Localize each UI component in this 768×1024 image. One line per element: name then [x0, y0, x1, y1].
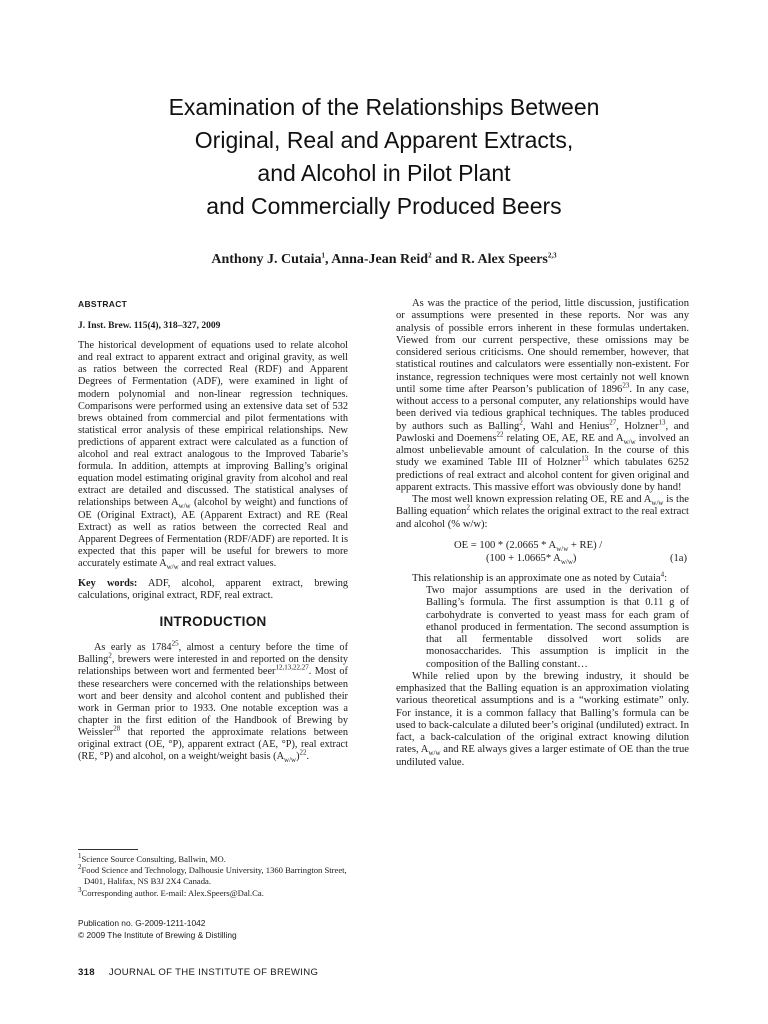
abstract-heading: ABSTRACT: [78, 299, 128, 309]
body-text: which relates the original extract to the real extract and alcohol (% w/w):: [396, 506, 690, 530]
author-name: Anna-Jean Reid: [331, 252, 429, 267]
equation-text: OE = 100 * (2.0665 * A: [454, 539, 557, 551]
equation-line: [454, 539, 602, 552]
author-separator: ,: [324, 252, 332, 267]
page-footer: [78, 967, 318, 978]
title-line: Examination of the Relationships Between: [168, 94, 600, 120]
publication-info: [78, 917, 237, 941]
title-line: and Commercially Produced Beers: [206, 193, 562, 219]
body-text: :: [664, 572, 668, 584]
body-text: The most well known expression relating OE, RE and A: [412, 494, 652, 505]
equation-text: + RE) /: [568, 539, 603, 551]
introduction-heading: INTRODUCTION: [159, 614, 267, 630]
body-text: , Wahl and Henius: [522, 420, 610, 432]
equation-text: ): [572, 552, 577, 564]
author-name: Anthony J. Cutaia: [211, 252, 322, 267]
keywords: [78, 578, 348, 602]
reference-marker: 2: [108, 651, 112, 660]
subscript: w/w: [178, 502, 191, 511]
reference-marker: 27: [609, 417, 617, 426]
footnote-text: Science Source Consulting, Ballwin, MO.: [81, 854, 226, 864]
reference-marker: 13: [581, 454, 589, 463]
reference-marker: 2: [519, 417, 523, 426]
intro-text: . Most of these researchers were concerned with the relationships between wort and beer density and alcohol content and published their work in German prior to 1933. One notable exception was a chapter in the first edition of the Handbook of Brewing by Weissler: [78, 666, 348, 738]
footnote-divider: [78, 849, 138, 850]
title-line: Original, Real and Apparent Extracts,: [194, 127, 574, 153]
footnote-text: Food Science and Technology, Dalhousie University, 1360 Barrington Street, D401, Halifax, NS B3J 2X4 Canada.: [81, 865, 347, 887]
intro-text: ): [296, 751, 300, 763]
equation-text: (100 + 1.0665* A: [486, 552, 561, 564]
right-column: [396, 298, 689, 769]
body-text: relating OE, AE, RE and A: [503, 432, 624, 444]
reference-marker: 4: [660, 570, 665, 579]
footnote-marker: 2: [78, 863, 82, 872]
body-text: As was the practice of the period, little discussion, justification or assumptions were presented in these reports. Nor was any analysis of possible errors inherent in these formulas undertaken. Viewed from our current perspective, these omissions may be considered serious criticisms. One should remember, however, that statistical routines and calculators were essentially non-existent. For instance, regression techniques were most certainly not well known until some time after Pearson’s publication of 1896: [396, 298, 689, 395]
reference-marker: 13: [658, 417, 666, 426]
subscript: w/w: [428, 749, 441, 758]
abstract-text: The historical development of equations used to relate alcohol and real extract to apparent extract and original gravity, as well as ratios between the corrected Real (RDF) and Apparent Degrees of Fermentation (ADF), were examined in light of modern polynomial and non-linear regression techniques. Comparisons were performed using an extensive data set of 532 brews obtained from commercial and pilot fermentations with statistical error analysis of these empirical relationships. New predictions of apparent extract were calculated as a function of alcohol and real extract analogous to the Improved Tabarie’s formula. In addition, attempts at improving Balling’s original equation model estimating original gravity from alcohol and real extract are detailed and discussed. The statistical analyses of relationships between A: [78, 340, 348, 509]
reference-marker: 22: [496, 430, 504, 439]
paper-title: [0, 91, 768, 223]
title-line: and Alcohol in Pilot Plant: [257, 160, 511, 186]
left-column: [78, 298, 348, 763]
copyright-notice: © 2009 The Institute of Brewing & Distilling: [78, 930, 237, 940]
subscript: w/w: [651, 499, 664, 508]
subscript: w/w: [556, 544, 569, 553]
abstract-text: (alcohol by weight) and functions of OE (Original Extract), AE (Apparent Extract) and RE (Real Extract) as well as ratios between the corrected Real and Apparent Degrees of Fermentation (RDF/ADF) are reported. It is expected that this paper will be useful for brewers to more accurately estimate A: [78, 497, 348, 569]
author-list: [0, 252, 768, 268]
body-text: While relied upon by the brewing industry, it should be emphasized that the Balling equation is an approximation violating various theoretical assumptions and is a “working estimate” only. For instance, it is a common fallacy that Balling’s formula can be used to back-calculate a diluted beer’s original (undiluted) extract. In fact, a back-calculation of the original extract knowing dilution rates, A: [396, 670, 689, 756]
subscript: w/w: [560, 557, 573, 566]
reference-marker: 28: [113, 724, 121, 733]
body-text: which tabulates 6252 predictions of real extract and alcohol content for given original and apparent extracts. This massive effort was obviously done by hand!: [396, 457, 689, 493]
block-quote: Two major assumptions are used in the derivation of Balling’s formula. The first assumption is that 0.11 g of carbohydrate is converted to yeast mass for each gram of ethanol produced in fermentation. The second assumption is that all fermentable dissolved wort solids are monosaccharides. This assumption is implicit in the composition of the Balling constant…: [426, 585, 689, 670]
body-text: is the Balling equation: [396, 494, 689, 518]
footnote-marker: 1: [78, 852, 82, 861]
reference-marker: 22: [299, 748, 307, 757]
footnote-marker: 3: [78, 885, 82, 894]
body-text: , and Pawloski and Doemens: [396, 420, 690, 444]
paragraph: [396, 570, 689, 585]
paragraph: [396, 298, 689, 494]
reference-marker: 2: [466, 503, 470, 512]
subscript: w/w: [623, 437, 636, 446]
paragraph: [396, 494, 689, 531]
equation-line: [486, 552, 576, 565]
intro-text: , almost a century before the time of Balling: [78, 642, 349, 666]
balling-equation: [396, 539, 689, 565]
author-name: R. Alex Speers: [461, 252, 548, 267]
reference-marker: 25: [171, 639, 179, 648]
paragraph: [396, 671, 689, 769]
affiliation-marker: 1: [321, 251, 325, 260]
publication-number: Publication no. G-2009-1211-1042: [78, 918, 206, 928]
keywords-text: ADF, alcohol, apparent extract, brewing calculations, original extract, RDF, real extract.: [78, 577, 348, 602]
intro-text: As early as 1784: [94, 642, 172, 654]
body-text: involved an almost unbelievable amount of calculation. In the course of this study we examined Table III of Holzner: [396, 432, 689, 469]
journal-name: JOURNAL OF THE INSTITUTE OF BREWING: [108, 967, 319, 978]
footnote: [78, 854, 348, 865]
footnote-text: Corresponding author. E-mail: Alex.Speers@Dal.Ca.: [81, 887, 264, 898]
affiliation-marker: 2: [428, 251, 432, 260]
equation-number: (1a): [669, 552, 687, 564]
body-text: , Holzner: [616, 420, 659, 432]
footnotes: [78, 849, 348, 899]
author-separator: and: [431, 252, 462, 267]
affiliation-marker: 2,3: [547, 251, 557, 260]
abstract-text: and real extract values.: [178, 557, 277, 569]
reference-marker: 23: [622, 381, 630, 390]
abstract-body: [78, 340, 348, 602]
keywords-label: Key words:: [78, 577, 138, 589]
body-text: This relationship is an approximate one as noted by Cutaia: [412, 572, 661, 584]
footnote: [78, 885, 348, 899]
footnote: [78, 865, 348, 887]
reference-marker: 12,13,22,27: [275, 664, 309, 673]
introduction-body: [78, 639, 349, 765]
intro-text: , brewers were interested in and reported on the density relationships between wort and fermented beer: [78, 654, 348, 678]
intro-text: .: [306, 751, 310, 763]
subscript: w/w: [166, 562, 179, 571]
intro-text: that reported the approximate relations between original extract (OE, °P), apparent extract (AE, °P), real extract (RE, °P) and alcohol, on a weight/weight basis (A: [78, 726, 348, 763]
body-text: and RE always gives a larger estimate of OE than the true undiluted value.: [396, 744, 689, 768]
journal-citation: J. Inst. Brew. 115(4), 318–327, 2009: [78, 321, 221, 332]
subscript: w/w: [284, 756, 297, 765]
page-number: 318: [78, 967, 95, 978]
body-text: . In any case, without access to a personal computer, any relationships would have been derived via tedious graphical techniques. The tables produced by authors such as Balling: [396, 383, 690, 432]
